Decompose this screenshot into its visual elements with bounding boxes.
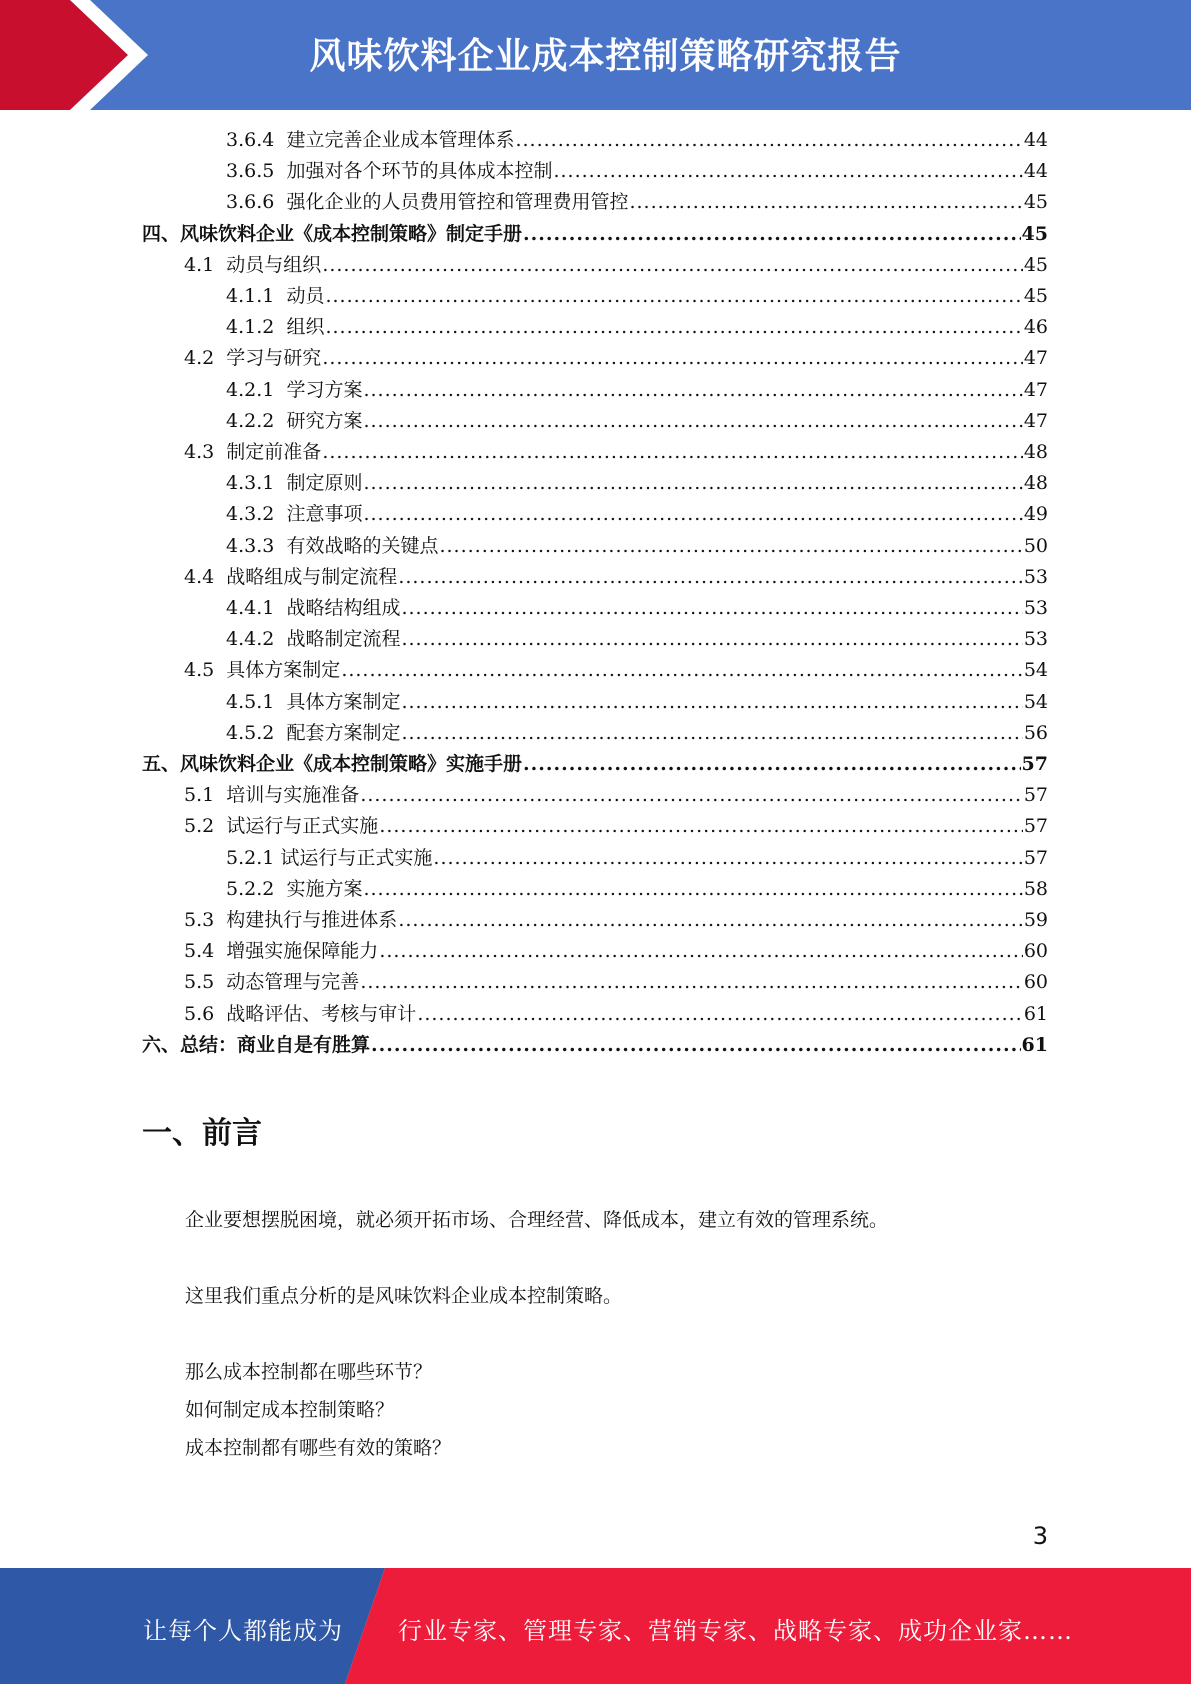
toc-entry[interactable]: [184, 440, 1048, 464]
paragraph: 企业要想摆脱困境，就必须开拓市场、合理经营、降低成本，建立有效的管理系统。: [185, 1209, 889, 1231]
toc-entry[interactable]: [226, 690, 1048, 714]
toc-entry-page: 47: [1023, 378, 1048, 401]
toc-entry-title: 五、风味饮料企业《成本控制策略》实施手册: [142, 753, 523, 775]
toc-dot-leader: [363, 471, 1022, 495]
toc-entry-title: 配套方案制定: [286, 721, 401, 744]
toc-entry-title: 构建执行与推进体系: [226, 909, 398, 931]
paragraph: 这里我们重点分析的是风味饮料企业成本控制策略。: [185, 1285, 623, 1307]
toc-entry-number: 4.5.1: [226, 690, 287, 713]
toc-entry-page: 53: [1023, 565, 1048, 588]
toc-entry[interactable]: [184, 783, 1048, 807]
toc-entry-title: 学习方案: [286, 378, 363, 401]
toc-entry-title: 制定原则: [286, 472, 363, 495]
toc-entry-page: 54: [1023, 659, 1048, 682]
toc-entry-title: 六、总结：商业自是有胜算: [142, 1033, 371, 1056]
toc-entry[interactable]: [142, 1033, 1048, 1057]
toc-entry-page: 48: [1023, 472, 1048, 495]
toc-dot-leader: [401, 596, 1022, 620]
toc-entry-title: 战略评估、考核与审计: [226, 1002, 417, 1025]
toc-entry[interactable]: [184, 939, 1048, 963]
toc-entry-number: 4.5.2: [226, 721, 287, 744]
toc-dot-leader: [379, 814, 1023, 838]
toc-entry-number: 4.5: [184, 659, 227, 682]
toc-entry-number: 5.2.1: [226, 846, 281, 869]
toc-entry-title: 制定前准备: [226, 441, 322, 463]
toc-entry-title: 动态管理与完善: [226, 971, 360, 994]
toc-entry[interactable]: [226, 190, 1048, 214]
toc-dot-leader: [433, 846, 1022, 870]
toc-entry-number: 3.6.6: [226, 191, 287, 214]
toc-entry-number: 3.6.5: [226, 160, 287, 183]
toc-dot-leader: [515, 128, 1022, 152]
toc-entry-title: 研究方案: [286, 409, 363, 432]
toc-entry[interactable]: [184, 908, 1048, 932]
toc-entry-number: 4.3.1: [226, 472, 287, 495]
toc-entry[interactable]: [184, 346, 1048, 370]
toc-entry-title: 战略组成与制定流程: [226, 565, 398, 588]
toc-entry-number: 5.3: [184, 909, 227, 931]
toc-entry-page: 61: [1021, 1033, 1048, 1056]
toc-dot-leader: [322, 253, 1023, 277]
toc-dot-leader: [401, 627, 1022, 651]
toc-dot-leader: [398, 908, 1023, 932]
toc-entry-title: 学习与研究: [226, 347, 322, 370]
toc-entry-title: 有效战略的关键点: [286, 534, 439, 557]
toc-entry-page: 47: [1023, 409, 1048, 432]
toc-entry-page: 57: [1023, 784, 1048, 807]
toc-entry-number: 4.1.1: [226, 285, 287, 307]
toc-dot-leader: [363, 409, 1022, 433]
toc-entry[interactable]: [226, 409, 1048, 433]
toc-entry-title: 具体方案制定: [226, 659, 341, 682]
toc-entry-page: 46: [1023, 316, 1048, 339]
toc-entry[interactable]: [226, 534, 1048, 558]
toc-entry[interactable]: [226, 315, 1048, 339]
toc-dot-leader: [325, 315, 1022, 339]
toc-entry-title: 实施方案: [286, 877, 363, 900]
toc-entry-title: 建立完善企业成本管理体系: [286, 129, 515, 151]
toc-entry-number: 4.2.2: [226, 409, 287, 432]
toc-entry-number: 4.4.1: [226, 597, 287, 619]
toc-dot-leader: [363, 502, 1022, 526]
toc-entry-page: 47: [1023, 347, 1048, 370]
toc-dot-leader: [363, 378, 1022, 402]
toc-entry-title: 试运行与正式实施: [280, 846, 433, 869]
toc-dot-leader: [322, 440, 1023, 464]
toc-dot-leader: [360, 970, 1023, 994]
toc-dot-leader: [401, 721, 1022, 745]
toc-dot-leader: [401, 690, 1022, 714]
toc-entry-number: 5.2: [184, 815, 227, 838]
toc-entry-page: 44: [1023, 129, 1048, 151]
footer-slogan-right: 行业专家、管理专家、营销专家、战略专家、成功企业家……: [398, 1617, 1073, 1645]
toc-entry[interactable]: [226, 721, 1048, 745]
toc-entry-page: 59: [1023, 909, 1048, 931]
toc-entry-page: 45: [1021, 222, 1048, 245]
toc-dot-leader: [322, 346, 1023, 370]
page-header: [0, 0, 1191, 110]
toc-entry-page: 49: [1023, 503, 1048, 526]
toc-entry-page: 56: [1023, 721, 1048, 744]
toc-entry-page: 57: [1023, 815, 1048, 838]
toc-entry-page: 54: [1023, 690, 1048, 713]
toc-entry-number: 4.3: [184, 441, 227, 463]
toc-entry-number: 5.1: [184, 784, 227, 807]
toc-entry-title: 强化企业的人员费用管控和管理费用管控: [286, 191, 629, 214]
toc-entry[interactable]: [226, 596, 1048, 620]
toc-dot-leader: [363, 877, 1022, 901]
toc-entry-title: 战略结构组成: [286, 597, 401, 619]
toc-entry-title: 加强对各个环节的具体成本控制: [286, 160, 553, 183]
toc-dot-leader: [360, 783, 1023, 807]
toc-entry[interactable]: [184, 658, 1048, 682]
toc-entry-number: 5.6: [184, 1002, 227, 1025]
toc-entry-page: 53: [1023, 597, 1048, 619]
footer-slogan-left: 让每个人都能成为: [143, 1617, 343, 1645]
toc-entry[interactable]: [226, 877, 1048, 901]
paragraph: 如何制定成本控制策略？: [185, 1399, 395, 1421]
toc-entry-title: 动员: [286, 285, 325, 307]
toc-entry-page: 61: [1023, 1002, 1048, 1025]
toc-entry[interactable]: [184, 970, 1048, 994]
toc-entry-title: 四、风味饮料企业《成本控制策略》制定手册: [142, 222, 523, 245]
toc-dot-leader: [553, 159, 1022, 183]
toc-entry-page: 45: [1023, 285, 1048, 307]
toc-entry[interactable]: [226, 846, 1048, 870]
toc-entry-page: 60: [1023, 940, 1048, 963]
toc-entry-number: 4.2: [184, 347, 227, 370]
toc-entry-number: 5.4: [184, 940, 227, 963]
page-number: 3: [1032, 1522, 1048, 1550]
toc-dot-leader: [629, 190, 1022, 214]
toc-entry-title: 组织: [286, 316, 325, 339]
toc-entry-page: 45: [1023, 191, 1048, 214]
toc-entry-page: 48: [1023, 441, 1048, 463]
toc-entry-number: 3.6.4: [226, 129, 287, 151]
toc-dot-leader: [325, 284, 1022, 308]
toc-entry[interactable]: [142, 222, 1048, 246]
header-title: 风味饮料企业成本控制策略研究报告: [309, 36, 902, 77]
toc-entry-number: 4.3.3: [226, 534, 287, 557]
page-footer: [0, 1568, 1191, 1684]
toc-dot-leader: [417, 1002, 1023, 1026]
toc-entry[interactable]: [226, 627, 1048, 651]
toc-entry-page: 57: [1021, 753, 1048, 775]
toc-entry-number: 4.4: [184, 565, 227, 588]
toc-entry-page: 53: [1023, 628, 1048, 651]
toc-entry-title: 增强实施保障能力: [226, 940, 379, 963]
toc-entry[interactable]: [142, 752, 1048, 776]
toc-entry[interactable]: [226, 284, 1048, 308]
toc-entry[interactable]: [226, 471, 1048, 495]
toc-entry-title: 战略制定流程: [286, 628, 401, 651]
toc-entry-title: 注意事项: [286, 503, 363, 526]
toc-entry-page: 58: [1023, 877, 1048, 900]
toc-entry-page: 60: [1023, 971, 1048, 994]
toc-dot-leader: [371, 1033, 1021, 1057]
toc-entry[interactable]: [226, 502, 1048, 526]
toc-entry[interactable]: [184, 565, 1048, 589]
paragraph: 成本控制都有哪些有效的策略？: [185, 1437, 452, 1459]
toc-dot-leader: [523, 752, 1021, 776]
toc-dot-leader: [379, 939, 1023, 963]
toc-entry-title: 试运行与正式实施: [226, 815, 379, 838]
toc-entry-number: 5.5: [184, 971, 227, 994]
toc-dot-leader: [398, 565, 1023, 589]
toc-entry-page: 45: [1023, 253, 1048, 276]
toc-entry[interactable]: [226, 159, 1048, 183]
toc-entry-number: 4.3.2: [226, 503, 287, 526]
toc-entry-page: 50: [1023, 534, 1048, 557]
toc-entry[interactable]: [184, 253, 1048, 277]
toc-dot-leader: [439, 534, 1022, 558]
toc-dot-leader: [523, 222, 1021, 246]
toc-entry-number: 4.1: [184, 253, 227, 276]
toc-entry[interactable]: [226, 128, 1048, 152]
toc-entry-title: 动员与组织: [226, 253, 322, 276]
toc-entry-number: 4.1.2: [226, 316, 287, 339]
toc-dot-leader: [341, 658, 1023, 682]
toc-entry-title: 具体方案制定: [286, 690, 401, 713]
paragraph: 那么成本控制都在哪些环节？: [185, 1361, 433, 1383]
section-heading: 一、前言: [142, 1116, 262, 1151]
toc-entry-page: 57: [1023, 846, 1048, 869]
toc-entry-number: 4.4.2: [226, 628, 287, 651]
toc-entry-title: 培训与实施准备: [226, 784, 360, 807]
toc-entry[interactable]: [184, 1002, 1048, 1026]
toc-entry[interactable]: [226, 378, 1048, 402]
toc-entry-number: 4.2.1: [226, 378, 287, 401]
toc-entry-number: 5.2.2: [226, 877, 287, 900]
toc-entry[interactable]: [184, 814, 1048, 838]
toc-entry-page: 44: [1023, 160, 1048, 183]
